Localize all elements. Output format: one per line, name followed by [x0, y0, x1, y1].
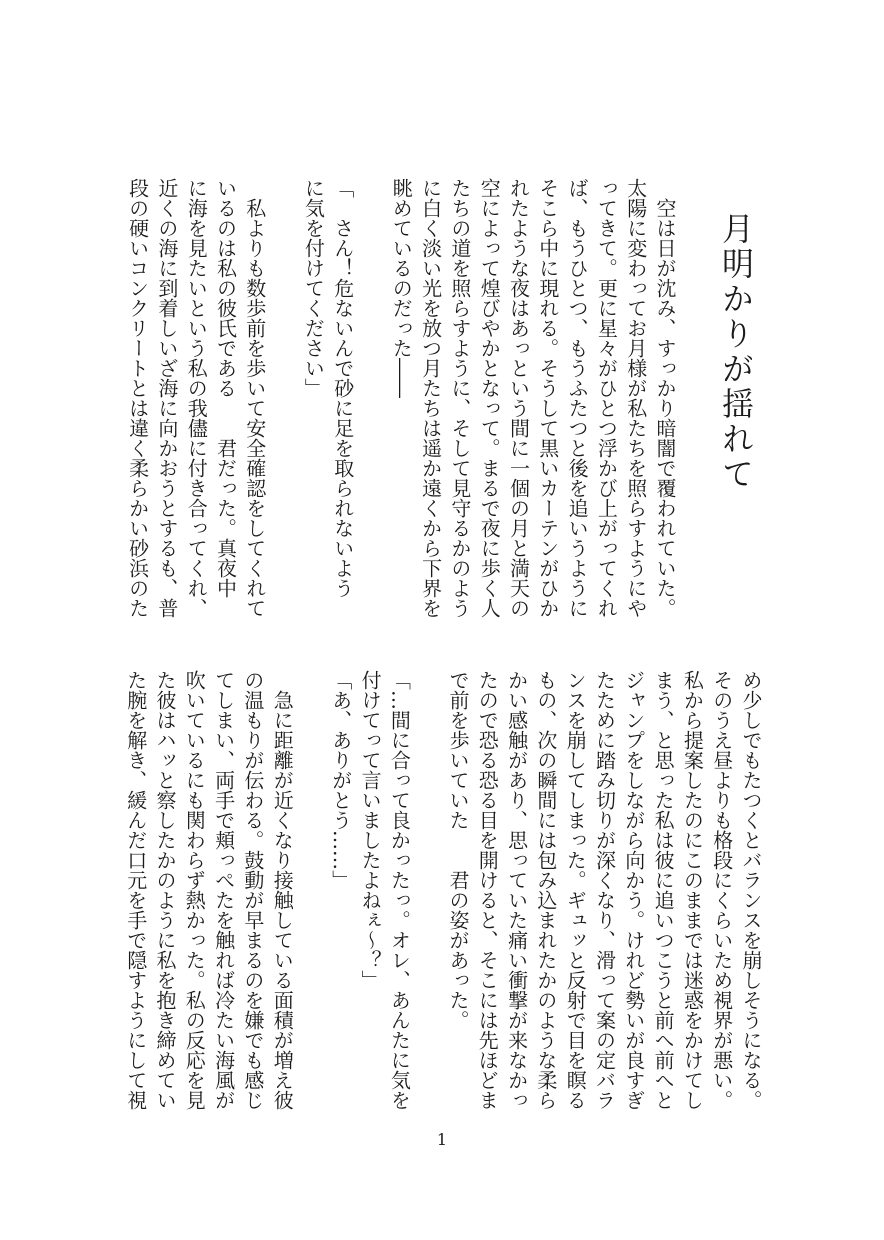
- text-column: に海を見たいという私の我儘に付き合ってくれ、: [184, 178, 209, 618]
- text-column: 空によって煌びやかとなって。まるで夜に歩く人: [477, 178, 502, 618]
- text-column: 太陽に変わってお月様が私たちを照らすようにや: [623, 178, 648, 618]
- text-column: たので恐る恐る目を開けると、そこには先ほどま: [475, 670, 500, 1110]
- text-column: の温もりが伝わる。鼓動が早まるのを嫌でも感じ: [240, 670, 265, 1110]
- text-column: そのうえ昼よりも格段にくらいため視界が悪い。: [709, 670, 734, 1110]
- text-column: 段の硬いコンクリートとは違く柔らかい砂浜のた: [125, 178, 150, 618]
- chapter-title: 月明かりが揺れて: [717, 212, 755, 492]
- text-column: そこら中に現れる。そうして黒いカーテンがひか: [535, 178, 560, 618]
- text-column: れたような夜はあっという間に一個の月と満天の: [506, 178, 531, 618]
- text-column: に気を付けてください」: [301, 178, 326, 398]
- text-column: たために踏み切りが深くなり、滑って案の定バラ: [592, 670, 617, 1110]
- text-column: 「 さん！危ないんで砂に足を取られないよう: [330, 178, 355, 598]
- text-column: 付けてって言いましたよねぇ〜？」: [358, 670, 383, 990]
- text-column: 私から提案したのにこのままでは迷惑をかけてし: [680, 670, 705, 1110]
- page-number: 1: [436, 1130, 448, 1149]
- text-column: てしまい、両手で頬っぺたを触れば冷たい海風が: [211, 670, 236, 1110]
- text-column: 吹いているにも関わらず熱かった。私の反応を見: [182, 670, 207, 1110]
- text-column: かい感触があり、思っていた痛い衝撃が来なかっ: [504, 670, 529, 1110]
- text-column: 私よりも数歩前を歩いて安全確認をしてくれて: [242, 178, 267, 618]
- text-column: 眺めているのだった――: [389, 178, 414, 398]
- text-column: たちの道を照らすように、そして見守るかのよう: [447, 178, 472, 618]
- text-column: もの、次の瞬間には包み込まれたかのような柔ら: [533, 670, 558, 1110]
- text-column: ば、もうひとつ、もうふたつと後を追いうように: [565, 178, 590, 618]
- text-column: に白く淡い光を放つ月たちは遥か遠くから下界を: [418, 178, 443, 618]
- text-column: 空は日が沈み、すっかり暗闇で覆われていた。: [653, 178, 677, 618]
- text-column: ってきて。更に星々がひとつ浮かび上がってくれ: [594, 178, 619, 618]
- text-column: た彼はハッと察したかのように私を抱き締めてい: [153, 670, 177, 1110]
- text-column: まう、と思った私は彼に追いつこうと前へ前へと: [651, 670, 676, 1110]
- text-column: め少しでもたつくとバランスを崩しそうになる。: [739, 670, 763, 1110]
- text-column: 近くの海に到着しいざ海に向かおうとするも、普: [154, 178, 179, 618]
- text-column: いるのは私の彼氏である 君だった。真夜中: [213, 178, 238, 598]
- text-column: 「あ、ありがとう……」: [328, 670, 353, 890]
- text-column: 急に距離が近くなり接触している面積が増え彼: [270, 670, 295, 1110]
- text-column: た腕を解き、緩んだ口元を手で隠すようにして視: [123, 670, 148, 1110]
- text-column: ジャンプをしながら向かう。けれど勢いが良すぎ: [621, 670, 646, 1110]
- text-column: 「…間に合って良かったっ。オレ、あんたに気を: [387, 670, 412, 1110]
- text-column: ンスを崩してしまった。ギュッと反射で目を瞑る: [563, 670, 588, 1110]
- text-column: で前を歩いていた 君の姿があった。: [446, 670, 470, 1030]
